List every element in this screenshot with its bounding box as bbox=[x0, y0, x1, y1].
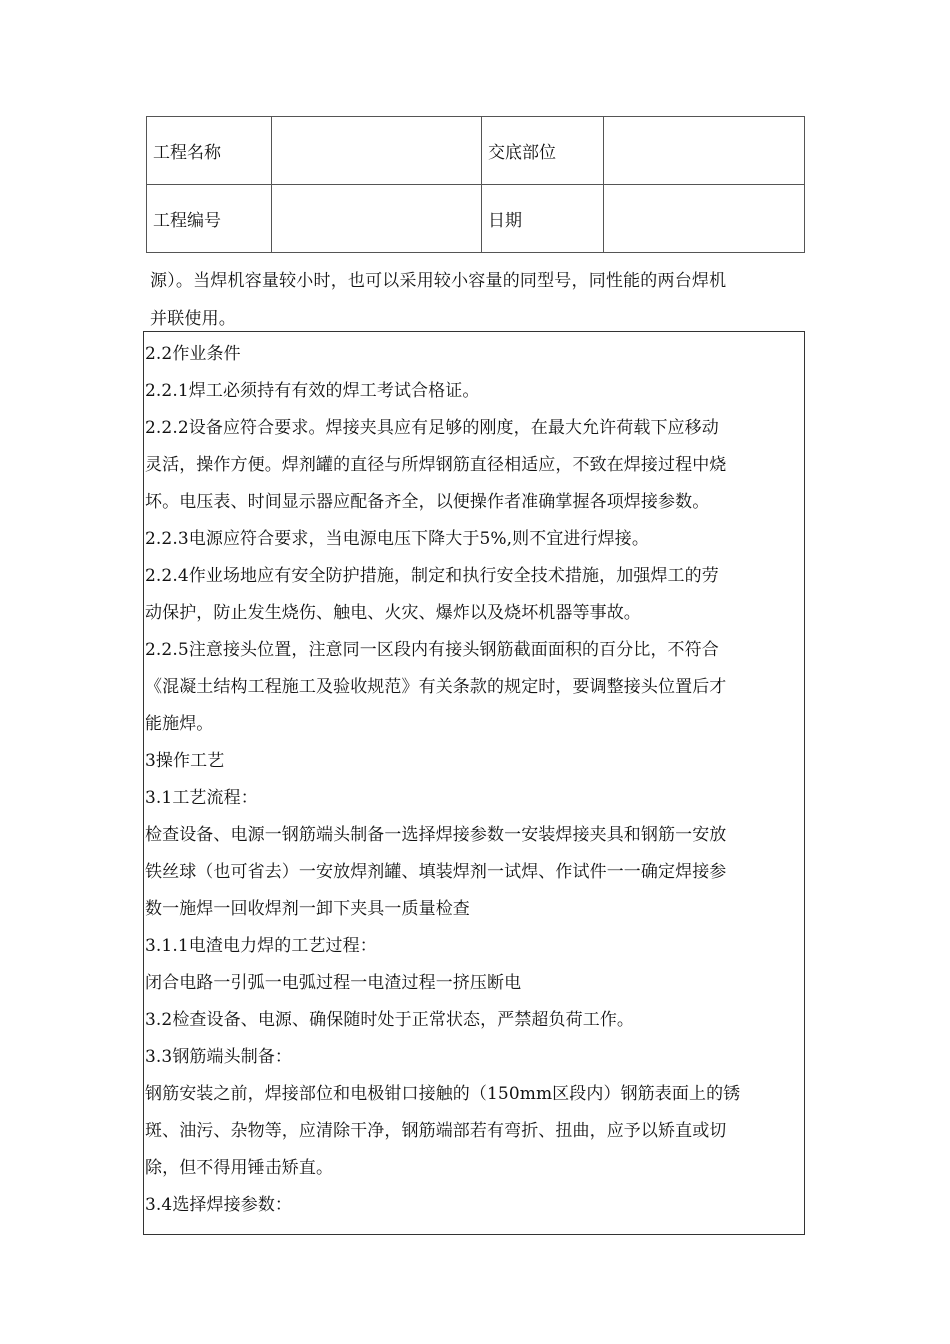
text-line: 动保护，防止发生烧伤、触电、火灾、爆炸以及烧坏机器等事故。 bbox=[145, 603, 641, 623]
project-info-table bbox=[146, 116, 805, 253]
text-line: 2.2.5注意接头位置，注意同一区段内有接头钢筋截面面积的百分比，不符合 bbox=[145, 640, 719, 660]
project-number-label: 工程编号 bbox=[147, 185, 272, 253]
text-line: 3.4选择焊接参数： bbox=[145, 1195, 293, 1215]
handover-part-value bbox=[604, 117, 805, 185]
text-line: 斑、油污、杂物等，应清除干净，钢筋端部若有弯折、扭曲，应予以矫直或切 bbox=[145, 1121, 727, 1141]
text-line: 《混凝土结构工程施工及验收规范》有关条款的规定时，要调整接头位置后才 bbox=[145, 677, 727, 697]
carry-over-text bbox=[150, 262, 810, 338]
content-box bbox=[143, 331, 805, 1235]
text-line: 并联使用。 bbox=[150, 309, 236, 329]
text-line: 3.3钢筋端头制备： bbox=[145, 1047, 293, 1067]
date-value bbox=[604, 185, 805, 253]
text-line: 能施焊。 bbox=[145, 714, 214, 734]
text-line: 检查设备、电源一钢筋端头制备一选择焊接参数一安装焊接夹具和钢筋一安放 bbox=[145, 825, 727, 845]
text-line: 2.2.3电源应符合要求，当电源电压下降大于5%,则不宜进行焊接。 bbox=[145, 529, 649, 549]
table-row bbox=[147, 117, 805, 185]
text-line: 2.2作业条件 bbox=[145, 344, 241, 364]
text-line: 钢筋安装之前，焊接部位和电极钳口接触的（150mm区段内）钢筋表面上的锈 bbox=[145, 1084, 741, 1104]
text-line: 除，但不得用锤击矫直。 bbox=[145, 1158, 334, 1178]
text-line: 铁丝球（也可省去）一安放焊剂罐、填装焊剂一试焊、作试件一一确定焊接参 bbox=[145, 862, 727, 882]
text-line: 2.2.2设备应符合要求。焊接夹具应有足够的刚度，在最大允许荷载下应移动 bbox=[145, 418, 719, 438]
text-line: 2.2.4作业场地应有安全防护措施，制定和执行安全技术措施，加强焊工的劳 bbox=[145, 566, 719, 586]
text-line: 灵活，操作方便。焊剂罐的直径与所焊钢筋直径相适应，不致在焊接过程中烧 bbox=[145, 455, 727, 475]
project-number-value bbox=[272, 185, 482, 253]
text-line: 3.1.1电渣电力焊的工艺过程： bbox=[145, 936, 377, 956]
text-line: 源）。当焊机容量较小时，也可以采用较小容量的同型号，同性能的两台焊机 bbox=[150, 271, 727, 291]
text-line: 闭合电路一引弧一电弧过程一电渣过程一挤压断电 bbox=[145, 973, 522, 993]
text-line: 3.2检查设备、电源、确保随时处于正常状态，严禁超负荷工作。 bbox=[145, 1010, 635, 1030]
text-line: 3操作工艺 bbox=[145, 751, 225, 771]
text-line: 数一施焊一回收焊剂一卸下夹具一质量检查 bbox=[145, 899, 470, 919]
project-name-label: 工程名称 bbox=[147, 117, 272, 185]
project-name-value bbox=[272, 117, 482, 185]
handover-part-label: 交底部位 bbox=[482, 117, 604, 185]
text-line: 坏。电压表、时间显示器应配备齐全，以便操作者准确掌握各项焊接参数。 bbox=[145, 492, 710, 512]
text-line: 3.1工艺流程： bbox=[145, 788, 258, 808]
date-label: 日期 bbox=[482, 185, 604, 253]
text-line: 2.2.1焊工必须持有有效的焊工考试合格证。 bbox=[145, 381, 480, 401]
table-row bbox=[147, 185, 805, 253]
